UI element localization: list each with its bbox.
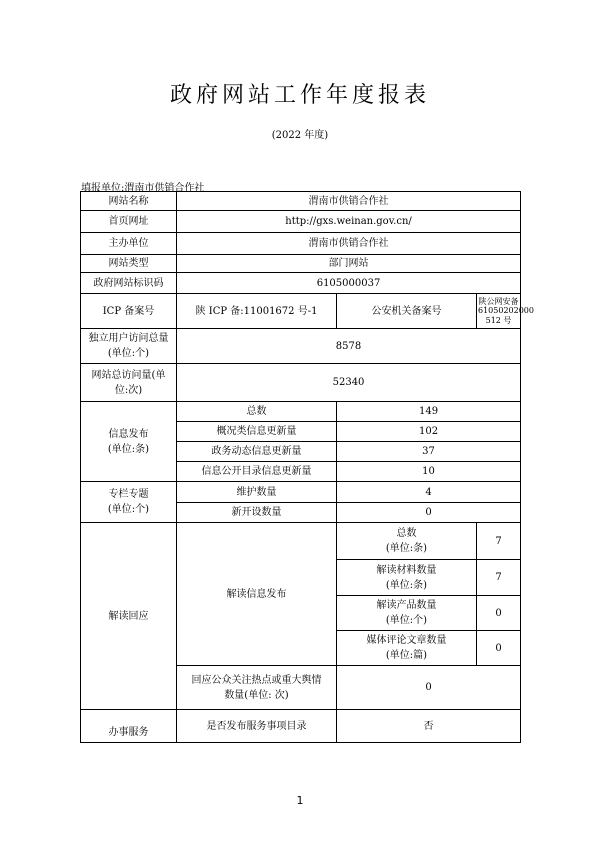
police-record-label: 公安机关备案号 [337, 294, 477, 329]
table-row [81, 364, 521, 402]
icp-label: ICP 备案号 [81, 294, 177, 329]
table-row [81, 523, 521, 560]
total-visits-label: 网站总访问量(单 位:次) [81, 364, 177, 402]
info-total-label: 总数 [177, 402, 337, 422]
home-url-label: 首页网址 [81, 211, 177, 233]
columns-maintained-value: 4 [337, 482, 521, 503]
interpretation-label: 解读回应 [81, 523, 177, 710]
table-row [81, 233, 521, 255]
columns-new-label: 新开设数量 [177, 503, 337, 523]
info-catalog-value: 10 [337, 462, 521, 482]
interp-media-label: 媒体评论文章数量 (单位:篇) [337, 631, 477, 666]
table-row [81, 482, 521, 503]
interp-total-label: 总数 (单位:条) [337, 523, 477, 560]
info-news-label: 政务动态信息更新量 [177, 442, 337, 462]
site-id-label: 政府网站标识码 [81, 273, 177, 294]
info-overview-value: 102 [337, 422, 521, 442]
interp-materials-label: 解读材料数量 (单位:条) [337, 560, 477, 596]
report-year: (2022 年度) [271, 130, 329, 141]
interp-products-label: 解读产品数量 (单位:个) [337, 596, 477, 631]
interp-media-value: 0 [477, 631, 521, 666]
info-total-value: 149 [337, 402, 521, 422]
sponsor-value: 渭南市供销合作社 [177, 233, 521, 255]
info-release-label: 信息发布 (单位:条) [81, 402, 177, 482]
columns-maintained-label: 维护数量 [177, 482, 337, 503]
sponsor-label: 主办单位 [81, 233, 177, 255]
columns-label: 专栏专题 (单位:个) [81, 482, 177, 523]
interp-products-value: 0 [477, 596, 521, 631]
info-news-value: 37 [337, 442, 521, 462]
home-url-value: http://gxs.weinan.gov.cn/ [177, 211, 521, 233]
site-id-value: 6105000037 [177, 273, 521, 294]
table-row [81, 273, 521, 294]
unique-visitors-label: 独立用户访问总量 (单位:个) [81, 329, 177, 364]
page-number: 1 [296, 794, 304, 807]
response-label: 回应公众关注热点或重大舆情 数量(单位: 次) [177, 666, 337, 710]
table-row [81, 255, 521, 273]
total-visits-value: 52340 [177, 364, 521, 402]
interp-total-value: 7 [477, 523, 521, 560]
services-catalog-value: 否 [337, 710, 521, 743]
table-row [81, 211, 521, 233]
services-catalog-label: 是否发布服务事项目录 [177, 710, 337, 743]
response-value: 0 [337, 666, 521, 710]
table-row [81, 402, 521, 422]
table-row [81, 192, 521, 211]
reporting-unit: 填报单位:渭南市供销合作社 [81, 183, 205, 194]
table-row [81, 294, 521, 329]
site-name-label: 网站名称 [81, 192, 177, 211]
unique-visitors-value: 8578 [177, 329, 521, 364]
site-name-value: 渭南市供销合作社 [177, 192, 521, 211]
site-type-value: 部门网站 [177, 255, 521, 273]
site-type-label: 网站类型 [81, 255, 177, 273]
services-label: 办事服务 [81, 710, 177, 743]
report-table [80, 191, 534, 743]
columns-new-value: 0 [337, 503, 521, 523]
page-title: 政府网站工作年度报表 [169, 83, 430, 108]
interp-materials-value: 7 [477, 560, 521, 596]
icp-value: 陕 ICP 备:11001672 号-1 [177, 294, 337, 329]
police-record-value: 陕公网安备 61050202000 512 号 [477, 294, 521, 329]
info-catalog-label: 信息公开目录信息更新量 [177, 462, 337, 482]
table-row [81, 329, 521, 364]
info-overview-label: 概况类信息更新量 [177, 422, 337, 442]
table-row [81, 710, 521, 743]
interpretation-release-label: 解读信息发布 [177, 523, 337, 666]
